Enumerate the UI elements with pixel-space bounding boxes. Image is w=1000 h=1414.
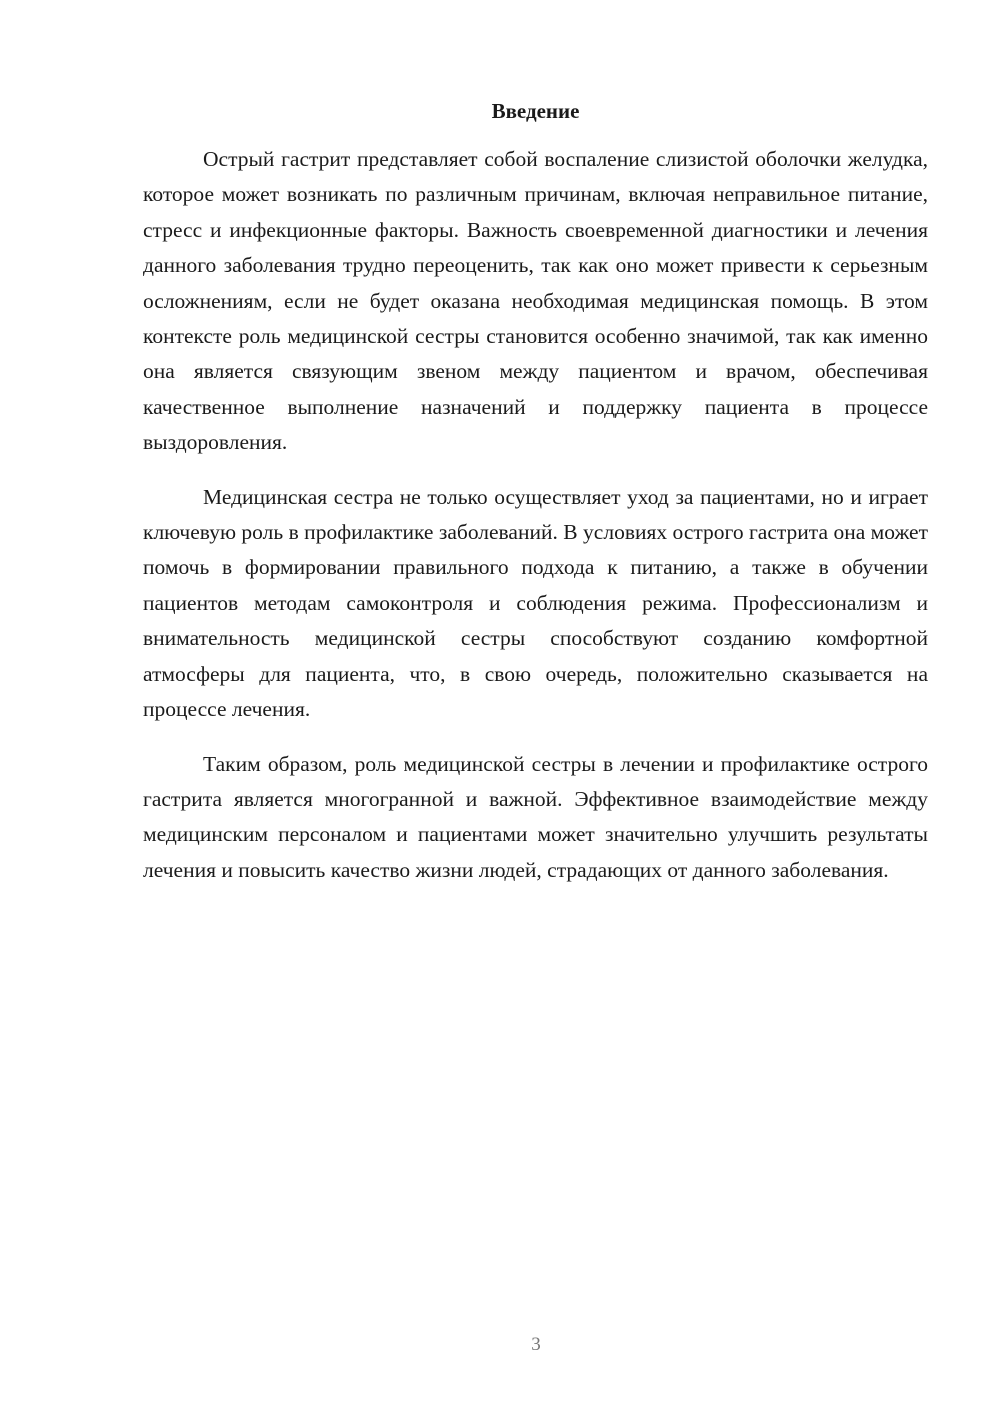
paragraph-3: Таким образом, роль медицинской сестры в лечении и профилактике острого гастрита является многогранной и важной. Эффективное взаимодействие между медицинским персоналом и пациентами может значительно улучшить результаты лечения и повысить качество жизни людей, страдающих от данного заболевания. <box>143 751 928 882</box>
paragraph-1: Острый гастрит представляет собой воспаление слизистой оболочки желудка, которое может возникать по различным причинам, включая неправильное питание, стресс и инфекционные факторы. Важность своевременной диагностики и лечения данного заболевания трудно переоценить, так как оно может привести к серьезным осложнениям, если не будет оказана необходимая медицинская помощь. В этом контексте роль медицинской сестры становится особенно значимой, так как именно она является связующим звеном между пациентом и врачом, обеспечивая качественное выполнение назначений и поддержку пациента в процессе выздоровления. <box>143 147 928 455</box>
page-number: 3 <box>531 1334 541 1355</box>
section-heading: Введение <box>491 99 580 123</box>
paragraph-2: Медицинская сестра не только осуществляет уход за пациентами, но и играет ключевую роль в профилактике заболеваний. В условиях острого гастрита она может помочь в формировании правильного подхода к питанию, а также в обучении пациентов методам самоконтроля и соблюдения режима. Профессионализм и внимательность медицинской сестры способствуют созданию комфортной атмосферы для пациента, что, в свою очередь, положительно сказывается на процессе лечения. <box>143 484 928 722</box>
page-content <box>143 96 928 888</box>
